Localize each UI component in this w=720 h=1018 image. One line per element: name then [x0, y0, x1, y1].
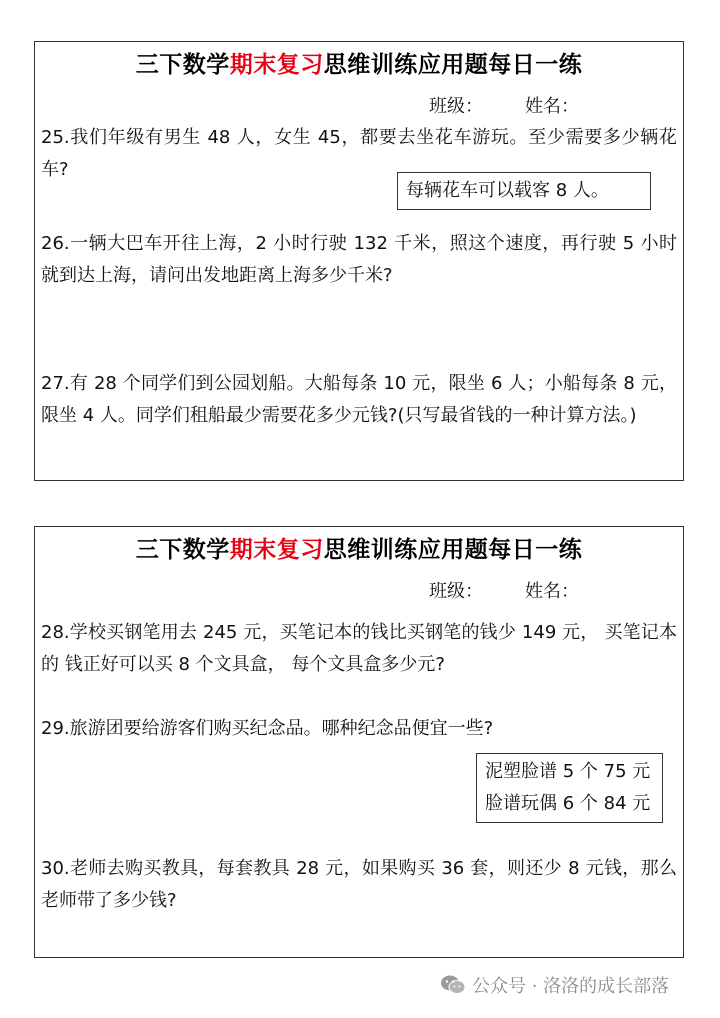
- wechat-icon: [440, 974, 466, 996]
- name-label: 姓名：: [525, 96, 579, 117]
- hint-text: 每辆花车可以载客 8 人。: [406, 180, 609, 201]
- title-suffix: 思维训练应用题每日一练: [323, 52, 583, 78]
- question-25-hint-box: [397, 172, 651, 210]
- title-highlight: 期末复习: [229, 537, 324, 563]
- worksheet-card-1: [34, 41, 684, 481]
- question-25: 25.我们年级有男生 48 人，女生 45，都要去坐花车游玩。至少需要多少辆花车?: [41, 127, 677, 180]
- name-label: 姓名：: [525, 581, 579, 602]
- price-line-2: 脸谱玩偶 6 个 84 元: [485, 793, 651, 814]
- question-27: 27.有 28 个同学们到公园划船。大船每条 10 元，限坐 6 人；小船每条 8 元，限坐 4 人。同学们租船最少需要花多少元钱?(只写最省钱的一种计算方法。): [41, 373, 677, 426]
- worksheet-card-2: [34, 526, 684, 958]
- class-label: 班级：: [429, 581, 483, 602]
- question-29: 29.旅游团要给游客们购买纪念品。哪种纪念品便宜一些?: [41, 718, 494, 739]
- title-highlight: 期末复习: [229, 52, 324, 78]
- worksheet-title: [35, 531, 683, 564]
- worksheet-title: [35, 46, 683, 79]
- question-26: 26.一辆大巴车开往上海，2 小时行驶 132 千米，照这个速度，再行驶 5 小时就到达上海，请问出发地距离上海多少千米?: [41, 233, 677, 286]
- title-prefix: 三下数学: [135, 52, 230, 78]
- question-28: 28.学校买钢笔用去 245 元，买笔记本的钱比买钢笔的钱少 149 元， 买笔记本的 钱正好可以买 8 个文具盒， 每个文具盒多少元?: [41, 622, 677, 675]
- question-29-price-box: [476, 753, 663, 823]
- title-prefix: 三下数学: [135, 537, 230, 563]
- question-30: 30.老师去购买教具，每套教具 28 元，如果购买 36 套，则还少 8 元钱，那么老师带了多少钱?: [41, 858, 677, 911]
- watermark: [440, 972, 669, 998]
- class-label: 班级：: [429, 96, 483, 117]
- watermark-text: 公众号 · 洛洛的成长部落: [472, 976, 670, 997]
- title-suffix: 思维训练应用题每日一练: [323, 537, 583, 563]
- price-line-1: 泥塑脸谱 5 个 75 元: [485, 761, 651, 782]
